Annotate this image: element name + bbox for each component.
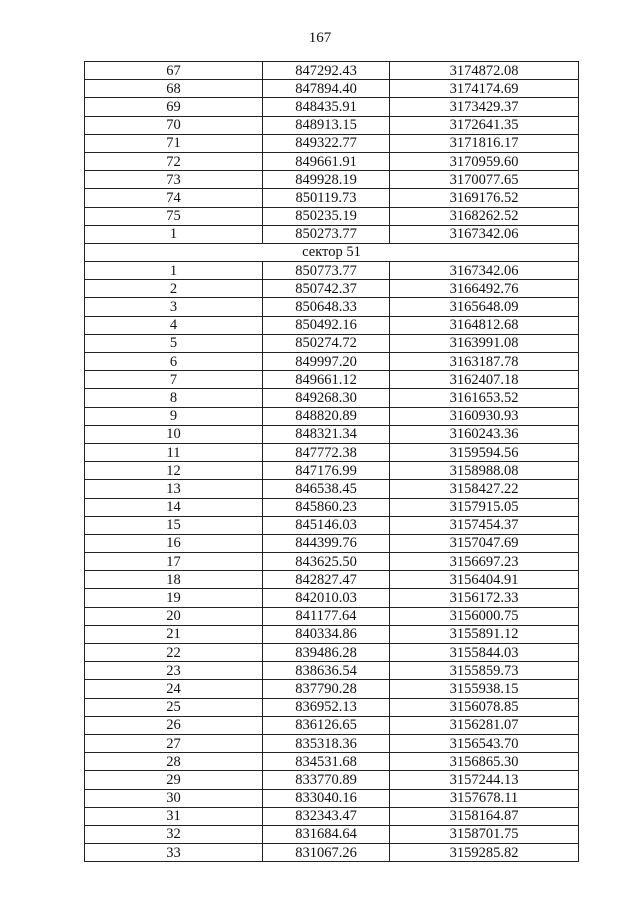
x-coordinate-cell: 841177.64	[263, 607, 390, 625]
table-row	[85, 298, 579, 316]
y-coordinate-cell: 3156697.23	[390, 553, 579, 571]
table-row	[85, 825, 579, 843]
point-number-cell: 18	[85, 571, 263, 589]
y-coordinate-cell: 3174872.08	[390, 62, 579, 80]
x-coordinate-cell: 845860.23	[263, 498, 390, 516]
point-number-cell: 21	[85, 625, 263, 643]
y-coordinate-cell: 3155859.73	[390, 662, 579, 680]
y-coordinate-cell: 3168262.52	[390, 207, 579, 225]
x-coordinate-cell: 831067.26	[263, 844, 390, 862]
y-coordinate-cell: 3174174.69	[390, 80, 579, 98]
table-row	[85, 407, 579, 425]
y-coordinate-cell: 3156543.70	[390, 734, 579, 752]
y-coordinate-cell: 3170077.65	[390, 171, 579, 189]
y-coordinate-cell: 3157915.05	[390, 498, 579, 516]
table-row	[85, 171, 579, 189]
table-body-after-section	[85, 262, 579, 862]
point-number-cell: 71	[85, 134, 263, 152]
y-coordinate-cell: 3157047.69	[390, 534, 579, 552]
point-number-cell: 23	[85, 662, 263, 680]
table-row	[85, 734, 579, 752]
point-number-cell: 20	[85, 607, 263, 625]
y-coordinate-cell: 3169176.52	[390, 189, 579, 207]
x-coordinate-cell: 837790.28	[263, 680, 390, 698]
table-body-before-section	[85, 62, 579, 244]
point-number-cell: 67	[85, 62, 263, 80]
x-coordinate-cell: 839486.28	[263, 644, 390, 662]
page-number: 167	[308, 30, 332, 46]
y-coordinate-cell: 3155938.15	[390, 680, 579, 698]
x-coordinate-cell: 842827.47	[263, 571, 390, 589]
y-coordinate-cell: 3170959.60	[390, 152, 579, 170]
point-number-cell: 74	[85, 189, 263, 207]
table-row	[85, 480, 579, 498]
table-row	[85, 771, 579, 789]
point-number-cell: 69	[85, 98, 263, 116]
x-coordinate-cell: 845146.03	[263, 516, 390, 534]
table-row	[85, 334, 579, 352]
x-coordinate-cell: 848435.91	[263, 98, 390, 116]
point-number-cell: 29	[85, 771, 263, 789]
x-coordinate-cell: 850742.37	[263, 280, 390, 298]
y-coordinate-cell: 3156865.30	[390, 753, 579, 771]
x-coordinate-cell: 848913.15	[263, 116, 390, 134]
point-number-cell: 72	[85, 152, 263, 170]
point-number-cell: 33	[85, 844, 263, 862]
table-row	[85, 789, 579, 807]
y-coordinate-cell: 3172641.35	[390, 116, 579, 134]
y-coordinate-cell: 3158701.75	[390, 825, 579, 843]
table-row	[85, 698, 579, 716]
table-row	[85, 807, 579, 825]
y-coordinate-cell: 3167342.06	[390, 225, 579, 243]
table-row	[85, 644, 579, 662]
y-coordinate-cell: 3164812.68	[390, 316, 579, 334]
point-number-cell: 75	[85, 207, 263, 225]
table-row	[85, 443, 579, 461]
x-coordinate-cell: 850119.73	[263, 189, 390, 207]
table-row	[85, 534, 579, 552]
table-row	[85, 625, 579, 643]
x-coordinate-cell: 850773.77	[263, 262, 390, 280]
table-row	[85, 425, 579, 443]
table-row	[85, 225, 579, 243]
table-row	[85, 753, 579, 771]
x-coordinate-cell: 847292.43	[263, 62, 390, 80]
table-row	[85, 80, 579, 98]
x-coordinate-cell: 843625.50	[263, 553, 390, 571]
point-number-cell: 5	[85, 334, 263, 352]
point-number-cell: 4	[85, 316, 263, 334]
y-coordinate-cell: 3158988.08	[390, 462, 579, 480]
table-row	[85, 607, 579, 625]
point-number-cell: 8	[85, 389, 263, 407]
x-coordinate-cell: 835318.36	[263, 734, 390, 752]
y-coordinate-cell: 3167342.06	[390, 262, 579, 280]
y-coordinate-cell: 3160930.93	[390, 407, 579, 425]
table-row	[85, 716, 579, 734]
x-coordinate-cell: 836952.13	[263, 698, 390, 716]
point-number-cell: 12	[85, 462, 263, 480]
table-row	[85, 516, 579, 534]
x-coordinate-cell: 849268.30	[263, 389, 390, 407]
x-coordinate-cell: 850492.16	[263, 316, 390, 334]
x-coordinate-cell: 849322.77	[263, 134, 390, 152]
point-number-cell: 1	[85, 225, 263, 243]
x-coordinate-cell: 838636.54	[263, 662, 390, 680]
y-coordinate-cell: 3157454.37	[390, 516, 579, 534]
y-coordinate-cell: 3159285.82	[390, 844, 579, 862]
point-number-cell: 22	[85, 644, 263, 662]
table-row	[85, 262, 579, 280]
x-coordinate-cell: 832343.47	[263, 807, 390, 825]
point-number-cell: 26	[85, 716, 263, 734]
point-number-cell: 10	[85, 425, 263, 443]
table-row	[85, 589, 579, 607]
table-row	[85, 62, 579, 80]
x-coordinate-cell: 849997.20	[263, 353, 390, 371]
y-coordinate-cell: 3158164.87	[390, 807, 579, 825]
y-coordinate-cell: 3157244.13	[390, 771, 579, 789]
x-coordinate-cell: 844399.76	[263, 534, 390, 552]
y-coordinate-cell: 3163187.78	[390, 353, 579, 371]
table-row	[85, 353, 579, 371]
point-number-cell: 30	[85, 789, 263, 807]
x-coordinate-cell: 842010.03	[263, 589, 390, 607]
y-coordinate-cell: 3156281.07	[390, 716, 579, 734]
x-coordinate-cell: 833770.89	[263, 771, 390, 789]
table-row	[85, 152, 579, 170]
x-coordinate-cell: 849928.19	[263, 171, 390, 189]
point-number-cell: 17	[85, 553, 263, 571]
point-number-cell: 25	[85, 698, 263, 716]
x-coordinate-cell: 847894.40	[263, 80, 390, 98]
y-coordinate-cell: 3156404.91	[390, 571, 579, 589]
table-row	[85, 680, 579, 698]
table-row	[85, 134, 579, 152]
table-row	[85, 280, 579, 298]
point-number-cell: 3	[85, 298, 263, 316]
x-coordinate-cell: 850235.19	[263, 207, 390, 225]
y-coordinate-cell: 3166492.76	[390, 280, 579, 298]
x-coordinate-cell: 850274.72	[263, 334, 390, 352]
point-number-cell: 31	[85, 807, 263, 825]
point-number-cell: 15	[85, 516, 263, 534]
table-row	[85, 662, 579, 680]
table-row	[85, 116, 579, 134]
y-coordinate-cell: 3165648.09	[390, 298, 579, 316]
point-number-cell: 73	[85, 171, 263, 189]
x-coordinate-cell: 848820.89	[263, 407, 390, 425]
point-number-cell: 13	[85, 480, 263, 498]
y-coordinate-cell: 3171816.17	[390, 134, 579, 152]
table-row	[85, 844, 579, 862]
point-number-cell: 9	[85, 407, 263, 425]
point-number-cell: 32	[85, 825, 263, 843]
y-coordinate-cell: 3159594.56	[390, 443, 579, 461]
x-coordinate-cell: 847176.99	[263, 462, 390, 480]
point-number-cell: 28	[85, 753, 263, 771]
y-coordinate-cell: 3156078.85	[390, 698, 579, 716]
x-coordinate-cell: 834531.68	[263, 753, 390, 771]
coordinates-table	[84, 61, 579, 862]
table-row	[85, 462, 579, 480]
point-number-cell: 6	[85, 353, 263, 371]
point-number-cell: 27	[85, 734, 263, 752]
y-coordinate-cell: 3161653.52	[390, 389, 579, 407]
x-coordinate-cell: 847772.38	[263, 443, 390, 461]
point-number-cell: 16	[85, 534, 263, 552]
x-coordinate-cell: 840334.86	[263, 625, 390, 643]
point-number-cell: 19	[85, 589, 263, 607]
y-coordinate-cell: 3157678.11	[390, 789, 579, 807]
table-row	[85, 571, 579, 589]
y-coordinate-cell: 3156000.75	[390, 607, 579, 625]
x-coordinate-cell: 831684.64	[263, 825, 390, 843]
x-coordinate-cell: 833040.16	[263, 789, 390, 807]
x-coordinate-cell: 850648.33	[263, 298, 390, 316]
point-number-cell: 7	[85, 371, 263, 389]
y-coordinate-cell: 3173429.37	[390, 98, 579, 116]
table-row	[85, 316, 579, 334]
point-number-cell: 14	[85, 498, 263, 516]
table-row	[85, 498, 579, 516]
x-coordinate-cell: 849661.12	[263, 371, 390, 389]
y-coordinate-cell: 3163991.08	[390, 334, 579, 352]
table-row	[85, 207, 579, 225]
point-number-cell: 24	[85, 680, 263, 698]
point-number-cell: 68	[85, 80, 263, 98]
y-coordinate-cell: 3162407.18	[390, 371, 579, 389]
y-coordinate-cell: 3155891.12	[390, 625, 579, 643]
section-header-body	[85, 243, 579, 261]
table-row	[85, 389, 579, 407]
point-number-cell: 11	[85, 443, 263, 461]
point-number-cell: 70	[85, 116, 263, 134]
x-coordinate-cell: 849661.91	[263, 152, 390, 170]
y-coordinate-cell: 3156172.33	[390, 589, 579, 607]
section-title: сектор 51	[85, 243, 579, 261]
table-row	[85, 189, 579, 207]
y-coordinate-cell: 3155844.03	[390, 644, 579, 662]
point-number-cell: 1	[85, 262, 263, 280]
y-coordinate-cell: 3158427.22	[390, 480, 579, 498]
table-row	[85, 98, 579, 116]
x-coordinate-cell: 836126.65	[263, 716, 390, 734]
y-coordinate-cell: 3160243.36	[390, 425, 579, 443]
section-row	[85, 243, 579, 261]
x-coordinate-cell: 850273.77	[263, 225, 390, 243]
x-coordinate-cell: 846538.45	[263, 480, 390, 498]
point-number-cell: 2	[85, 280, 263, 298]
table-row	[85, 371, 579, 389]
table-row	[85, 553, 579, 571]
x-coordinate-cell: 848321.34	[263, 425, 390, 443]
